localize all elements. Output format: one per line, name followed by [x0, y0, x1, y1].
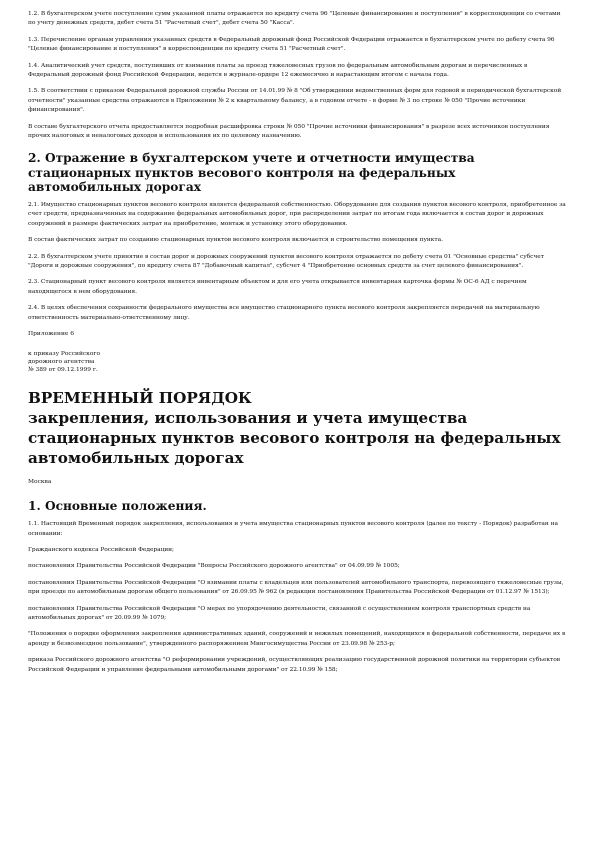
paragraph-2-3: 2.3. Стационарный пункт весового контроля является инвентарным объектом и для его учета открывается инвентарная карточка формы № ОС-6 АД с перечнем находящегося в нем оборудования. — [28, 279, 527, 295]
paragraph-report-note: В составе бухгалтерского отчета предоставляется подробная расшифровка строки № 050 "Прочие источники финансирования" в разрезе всех источников поступления прочих налоговых и неналоговых доходов и использования их по целевому назначению. — [28, 123, 550, 140]
section-2-heading: 2. Отражение в бухгалтерском учете и отчетности имущества стационарных пунктов весового контроля на федеральных автомобильных дорогах — [28, 151, 475, 195]
appendix-label: Приложение 6 — [28, 331, 74, 338]
document-title-main: ВРЕМЕННЫЙ ПОРЯДОК — [28, 388, 252, 407]
paragraph-2-1-note: В состав фактических затрат по созданию стационарных пунктов весового контроля включается и строительство помещения пункта. — [28, 237, 443, 244]
paragraph-1-3: 1.3. Перечисление органам управления указанных средств в Федеральный дорожный фонд Российской Федерации отражается в бухгалтерском учете по дебету счета 96 "Целевые финансирование и поступления" в корреспонденции по кредиту счета 51 "Расчетный счет". — [28, 36, 555, 53]
paragraph-1-4: 1.4. Аналитический учет средств, поступивших от взимания платы за проезд тяжеловесных грузов по федеральным автомобильным дорогам и перечисленных в Федеральный дорожный фонд Российской Федерации, ведется в журнале-ордере 12 ежемесячно и нарастающим итогом с начала года. — [28, 62, 528, 79]
paragraph-basis: постановления Правительства Российской Федерации "Вопросы Российского дорожного агентства" от 04.09.99 № 1005; — [28, 563, 400, 570]
paragraph-1-5: 1.5. В соответствии с приказом Федеральной дорожной службы России от 14.01.99 № 8 "Об утверждении ведомственных форм для годовой и периодической бухгалтерской отчетности" указанные средства отражаются в Приложении № 2 к квартальному балансу, а в годовом отчете - в форме № 3 по строке № 050 "Прочие источники финансирования". — [28, 88, 562, 114]
paragraph-basis: приказа Российского дорожного агентства "О реформировании учреждений, осуществляющих реализацию государственной дорожной политики на территории субъектов Российской Федерации и управление федеральными автомобильными дорогами" от 22.10.99 № 158; — [28, 657, 560, 673]
appendix-line: № 389 от 09.12.1999 г. — [28, 366, 98, 373]
appendix-line: дорожного агентства — [28, 358, 95, 365]
city-label: Москва — [28, 478, 52, 485]
paragraph-1-1: 1.1. Настоящий Временный порядок закрепления, использования и учета имущества стационарных пунктов весового контроля (далее по тексту - Порядок) разработан на основании: — [28, 521, 558, 537]
paragraph-basis: постановления Правительства Российской Федерации "О мерах по упорядочению деятельности, связанной с осуществлением контроля транспортных средств на автомобильных дорогах" от 20.09.99 № 1079; — [28, 605, 531, 621]
appendix-line: к приказу Российского — [28, 350, 101, 357]
paragraph-2-4: 2.4. В целях обеспечения сохранности федерального имущества все имущество стационарного пункта весового контроля закрепляется передачей на материальную ответственность материально-ответственному лицу. — [28, 305, 540, 321]
paragraph-basis: "Положения о порядке оформления закрепления административных зданий, сооружений и нежилых помещений, находящихся в федеральной собственности, передаче их в аренду и безвозмездное пользование", утвержденного распоряжением Мингосимущества России от 23.09.98 № 253-р; — [28, 631, 566, 647]
section-1-heading: 1. Основные положения. — [28, 498, 207, 513]
document-title — [28, 388, 567, 468]
paragraph-2-1: 2.1. Имущество стационарных пунктов весового контроля является федеральной собственностью. Оборудование для создания пунктов весового контроля, приобретенное за счет средств, предназначенных на содержание федеральных автомобильных дорог, при распределении затрат по итогам года включается в состав дорог и дорожных сооружений в размере фактических затрат на приобретение, монтаж и установку этого оборудования. — [28, 201, 566, 227]
document-title-subtitle: закрепления, использования и учета имущества стационарных пунктов весового контроля на федеральных автомобильных дорогах — [28, 408, 561, 467]
paragraph-basis: постановления Правительства Российской Федерации "О взимании платы с владельцев или пользователей автомобильного транспорта, перевозящего тяжеловесные грузы, при проезде по автомобильным дорогам общего пользования" от 26.09.95 № 962 (в редакции постановления Правительства Российской Федерации от 01.12.97 № 1513); — [28, 579, 564, 596]
paragraph-1-2: 1.2. В бухгалтерском учете поступление сумм указанной платы отражается по кредиту счета 96 "Целевые финансирование и поступления" в корреспонденции со счетами по учету денежных средств, дебет счета 51 "Расчетный счет", дебет счета 50 "Касса". — [28, 11, 561, 27]
paragraph-2-2: 2.2. В бухгалтерском учете принятие в состав дорог и дорожных сооружений пунктов весового контроля отражается по дебету счета 01 "Основные средства" субсчет "Дороги и дорожные сооружения", по кредиту счета 87 "Добавочный капитал", субсчет 4 "Приобретение основных средств за счет целевого финансирования". — [28, 253, 544, 269]
paragraph-basis: Гражданского кодекса Российской Федерации; — [28, 546, 174, 553]
